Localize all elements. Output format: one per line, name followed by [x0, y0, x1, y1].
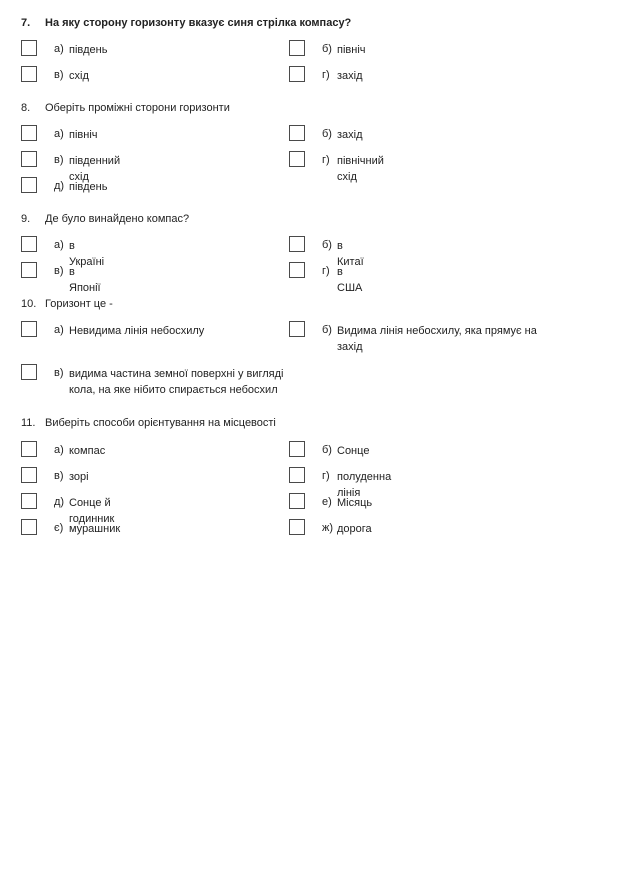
option-text: захід	[337, 70, 363, 82]
option-letter: д)	[54, 496, 65, 508]
option-text: північний схід	[337, 155, 384, 183]
option-letter: в)	[54, 69, 64, 81]
option-text: північ	[337, 44, 366, 56]
option-letter: е)	[322, 496, 332, 508]
answer-checkbox[interactable]	[289, 441, 305, 457]
question-number: 11.	[21, 417, 36, 429]
option-text: зорі	[69, 471, 89, 483]
answer-checkbox[interactable]	[289, 125, 305, 141]
option-letter: г)	[322, 69, 330, 81]
option-text: південь	[69, 44, 108, 56]
option-text: Сонце й годинник	[69, 497, 115, 525]
option-letter: б)	[322, 43, 332, 55]
question-heading	[21, 297, 113, 311]
option-letter: а)	[54, 444, 64, 456]
option-letter: ж)	[322, 522, 334, 534]
answer-checkbox[interactable]	[289, 262, 305, 278]
option-text: в Україні	[69, 240, 105, 268]
question-text: Горизонт це -	[45, 298, 113, 310]
option-text: мурашник	[69, 523, 121, 535]
option-letter: г)	[322, 470, 330, 482]
answer-checkbox[interactable]	[289, 493, 305, 509]
answer-checkbox[interactable]	[21, 441, 37, 457]
option-text: компас	[69, 445, 106, 457]
option-text: південний схід	[69, 155, 121, 183]
option-text: південь	[69, 181, 108, 193]
option-text: видима частина земної поверхні у вигляді кола, на яке нібито спирається небосхил	[69, 368, 284, 396]
option-letter: є)	[54, 522, 64, 534]
option-letter: в)	[54, 367, 64, 379]
option-letter: б)	[322, 239, 332, 251]
option-text: схід	[69, 70, 89, 82]
option-letter: б)	[322, 128, 332, 140]
answer-checkbox[interactable]	[21, 493, 37, 509]
question-text: Де було винайдено компас?	[45, 213, 190, 225]
option-text: Невидима лінія небосхилу	[69, 325, 205, 337]
option-letter: в)	[54, 154, 64, 166]
question-text: Оберіть проміжні сторони горизонти	[45, 102, 230, 114]
answer-checkbox[interactable]	[289, 66, 305, 82]
option-text: дорога	[337, 523, 372, 535]
option-letter: а)	[54, 128, 64, 140]
answer-checkbox[interactable]	[21, 519, 37, 535]
option-letter: б)	[322, 324, 332, 336]
answer-checkbox[interactable]	[21, 125, 37, 141]
answer-checkbox[interactable]	[21, 467, 37, 483]
question-heading	[21, 101, 230, 115]
option-text: в США	[337, 266, 363, 294]
option-text: Видима лінія небосхилу, яка прямує на захід	[337, 325, 537, 353]
option-letter: г)	[322, 154, 330, 166]
question-number: 7.	[21, 17, 31, 29]
option-text: Місяць	[337, 497, 373, 509]
question-number: 8.	[21, 102, 31, 114]
question-heading	[21, 16, 351, 30]
option-letter: в)	[54, 470, 64, 482]
answer-checkbox[interactable]	[289, 467, 305, 483]
answer-checkbox[interactable]	[289, 321, 305, 337]
option-text: захід	[337, 129, 363, 141]
option-letter: а)	[54, 43, 64, 55]
option-letter: а)	[54, 239, 64, 251]
question-text: Виберіть способи орієнтування на місцевості	[45, 417, 276, 429]
answer-checkbox[interactable]	[21, 177, 37, 193]
option-text: полуденна лінія	[337, 471, 392, 499]
option-letter: а)	[54, 324, 64, 336]
option-text: в Китаї	[337, 240, 364, 268]
question-text: На яку сторону горизонту вказує синя стрілка компасу?	[45, 17, 352, 29]
answer-checkbox[interactable]	[289, 40, 305, 56]
answer-checkbox[interactable]	[21, 151, 37, 167]
question-heading	[21, 212, 189, 226]
option-letter: в)	[54, 265, 64, 277]
option-letter: б)	[322, 444, 332, 456]
option-text: Сонце	[337, 445, 370, 457]
answer-checkbox[interactable]	[289, 519, 305, 535]
option-letter: д)	[54, 180, 65, 192]
answer-checkbox[interactable]	[21, 236, 37, 252]
answer-checkbox[interactable]	[289, 151, 305, 167]
question-heading	[21, 416, 276, 430]
option-text: в Японії	[69, 266, 101, 294]
question-number: 10.	[21, 298, 37, 310]
answer-checkbox[interactable]	[21, 364, 37, 380]
answer-checkbox[interactable]	[21, 66, 37, 82]
answer-checkbox[interactable]	[289, 236, 305, 252]
question-number: 9.	[21, 213, 31, 225]
answer-checkbox[interactable]	[21, 321, 37, 337]
option-letter: г)	[322, 265, 330, 277]
option-text: північ	[69, 129, 98, 141]
answer-checkbox[interactable]	[21, 262, 37, 278]
answer-checkbox[interactable]	[21, 40, 37, 56]
